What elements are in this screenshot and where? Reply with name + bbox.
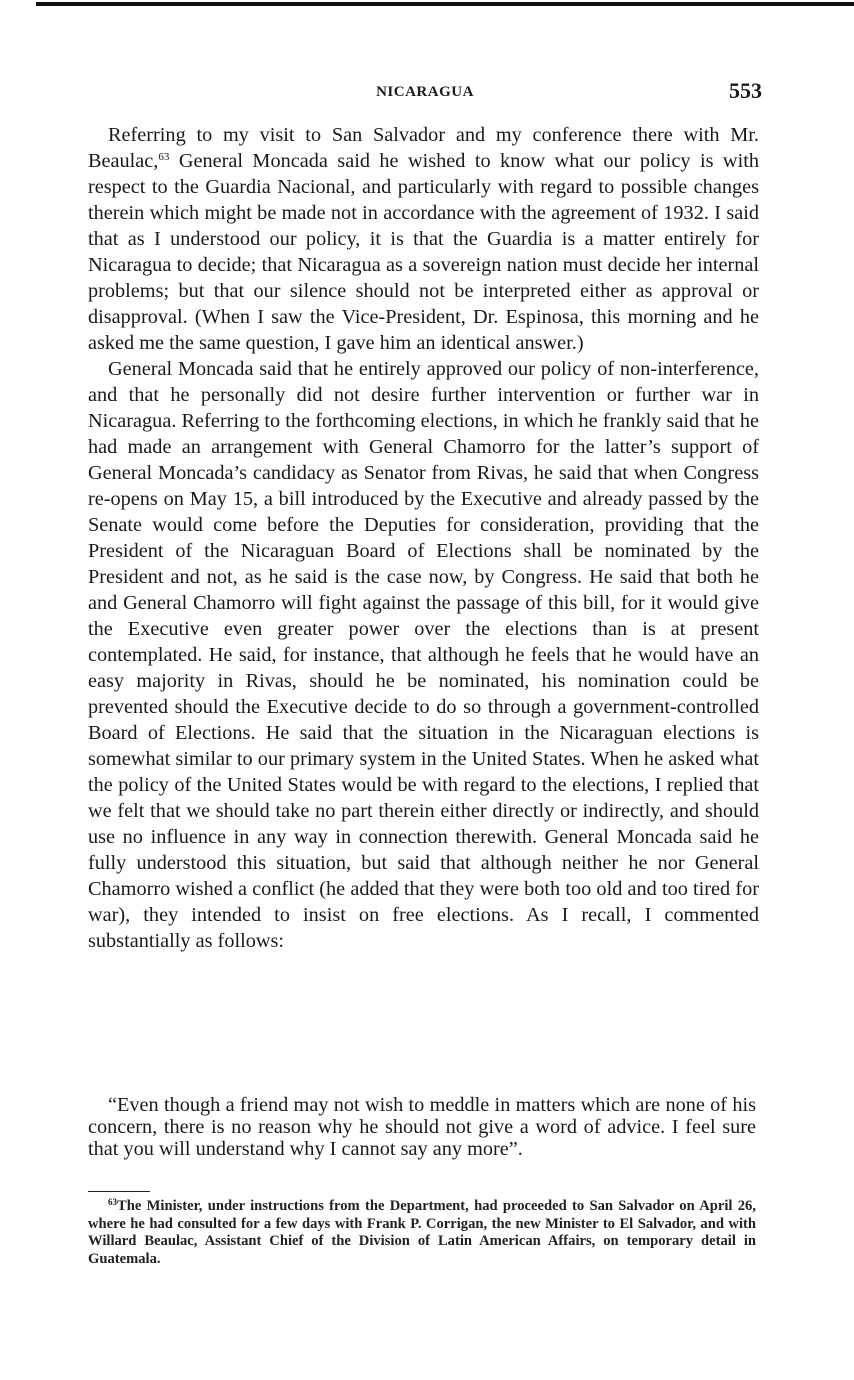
footnote bbox=[88, 1198, 756, 1268]
paragraph-1 bbox=[88, 122, 759, 356]
running-title: NICARAGUA bbox=[376, 84, 474, 100]
footnote-rule bbox=[88, 1191, 150, 1192]
paragraph-1-text-a: Referring to my visit to San Salvador and my conference there with Mr. Beaulac, bbox=[88, 124, 759, 172]
paragraph-1-text-b: General Moncada said he wished to know what our policy is with respect to the Guardia Nacional, and particularly with regard to possible changes therein which might be made not in accordance with the agreement of 1932. I said that as I understood our policy, it is that the Guardia is a matter entirely for Nicaragua to decide; that Nicaragua as a sovereign nation must decide her internal problems; but that our silence should not be interpreted either as approval or disapproval. (When I saw the Vice-President, Dr. Espinosa, this morning and he asked me the same question, I gave him an identical answer.) bbox=[88, 150, 759, 354]
footnote-reference: 63 bbox=[158, 151, 170, 163]
page-number: 553 bbox=[729, 78, 762, 103]
top-border-rule bbox=[36, 2, 854, 6]
footnote-text: The Minister, under instructions from the Department, had proceeded to San Salvador on April 26, where he had consulted for a few days with Frank P. Corrigan, the new Minister to El Salvador, and with Willard Beaulac, Assistant Chief of the Division of Latin American Affairs, on temporary detail in Guatemala. bbox=[88, 1198, 756, 1267]
page-header bbox=[88, 78, 762, 108]
paragraph-2: General Moncada said that he entirely approved our policy of non-interference, and that he personally did not desire further intervention or further war in Nicaragua. Referring to the forthcoming elections, in which he frankly said that he had made an arrangement with General Chamorro for the latter’s support of General Moncada’s candidacy as Senator from Rivas, he said that when Congress re-opens on May 15, a bill introduced by the Executive and already passed by the Senate would come before the Deputies for consideration, providing that the President of the Nicaraguan Board of Elections shall be nominated by the President and not, as he said is the case now, by Congress. He said that both he and General Chamorro will fight against the passage of this bill, for it would give the Executive even greater power over the elections than is at present contemplated. He said, for instance, that although he feels that he would have an easy majority in Rivas, should he be nominated, his nomination could be prevented should the Executive decide to do so through a government-controlled Board of Elections. He said that the situation in the Nicaraguan elections is somewhat similar to our primary system in the United States. When he asked what the policy of the United States would be with regard to the elections, I replied that we felt that we should take no part therein either directly or indirectly, and should use no influence in any way in connection therewith. General Moncada said he fully understood this situation, but said that although neither he nor General Chamorro wished a conflict (he added that they were both too old and too tired for war), they intended to insist on free elections. As I recall, I commented substantially as follows: bbox=[88, 358, 759, 952]
block-quote: “Even though a friend may not wish to meddle in matters which are none of his concern, there is no reason why he should not give a word of advice. I feel sure that you will understand why I cannot say any more”. bbox=[88, 1094, 756, 1160]
footnote-marker: 63 bbox=[108, 1197, 117, 1207]
body-text bbox=[88, 122, 759, 954]
